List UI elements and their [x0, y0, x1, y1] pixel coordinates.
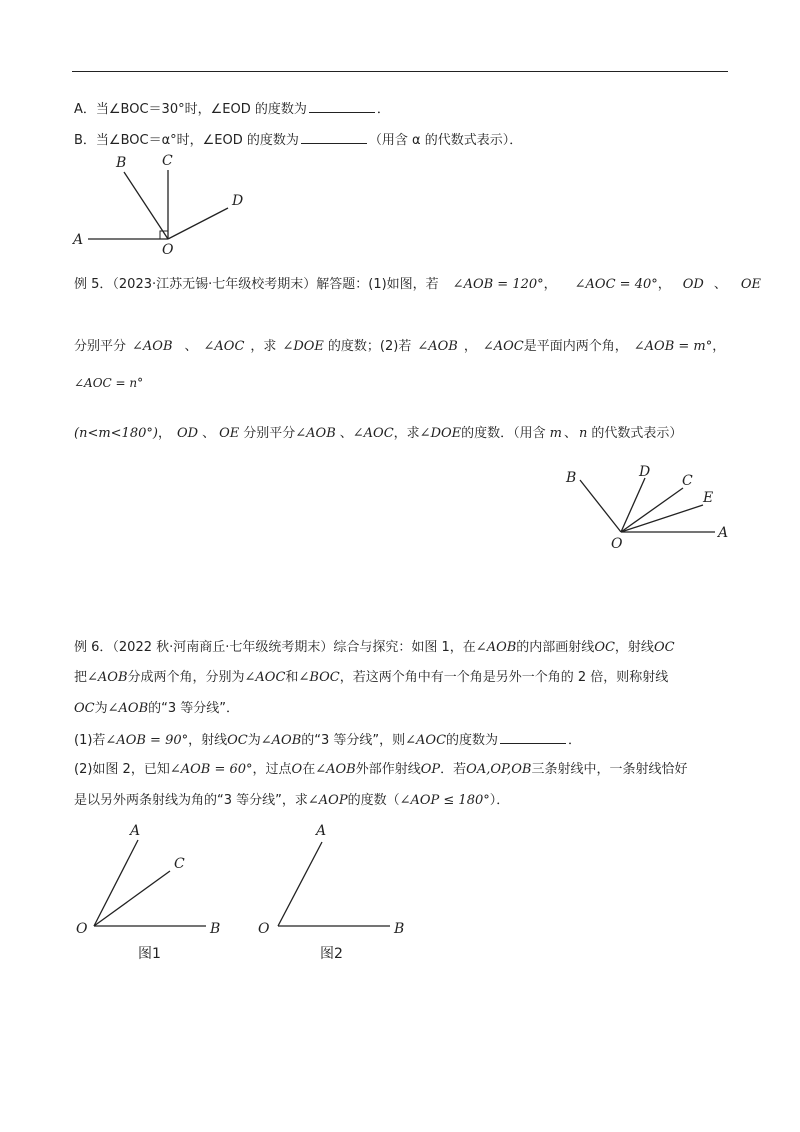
ex6-text-2a: 把 [74, 670, 88, 685]
ex6-text-5a: (2)如图 2，已知 [74, 762, 170, 777]
ex5-math-aoc: ∠AOC = 40° [574, 277, 658, 292]
ex5-sep-1: 、 [713, 277, 727, 292]
ex5-text-2k: 是平面内两个角， [523, 339, 628, 354]
ray-od [168, 208, 228, 239]
label-o: O [162, 242, 174, 258]
ex6-text-2c: 分成两个角，分别为 [127, 670, 245, 685]
ex5-math-2d: ∠AOC [203, 339, 245, 354]
ex6-math-4h: ∠AOC [405, 733, 447, 748]
label-c: C [682, 473, 693, 489]
ex6-text-6c: 的度数（ [347, 793, 400, 808]
ex6-text-4a: (1)若 [74, 733, 106, 748]
ex5-math-range: (n<m<180°) [74, 426, 158, 441]
ex6-line-1 [74, 639, 675, 657]
ex5-math-aoc-n: ∠AOC = n° [74, 376, 144, 390]
ex5-sep-5: 、 [563, 426, 577, 441]
ex5-comma-2: ， [657, 277, 671, 292]
header-rule [72, 71, 728, 72]
ex5-line-3 [74, 374, 143, 392]
ex6-text-3d: 的“3 等分线”． [148, 701, 239, 716]
ex6-line-5 [74, 761, 687, 779]
ex6-text-5c: ，过点 [252, 762, 292, 777]
label-b: B [116, 155, 127, 171]
ex5-comma-4: ， [712, 339, 726, 354]
ray-oe [621, 505, 703, 532]
ex6-text-4c: ，射线 [188, 733, 228, 748]
ex5-text-1a: 例 5．（2023·江苏无锡·七年级校考期末）解答题：(1)如图，若 [74, 277, 439, 292]
ray-oc [94, 871, 170, 926]
part-b-text: B．当∠BOC＝α°时，∠EOD 的度数为 [74, 133, 299, 148]
ex5-math-4i: ∠AOC [352, 426, 394, 441]
figure-2-aob [250, 818, 420, 963]
ex5-math-2l: ∠AOB = m° [633, 339, 713, 354]
ex6-math-1f: OC [653, 640, 675, 655]
label-o: O [76, 921, 88, 937]
ex5-sep-3: 、 [202, 426, 216, 441]
ray-ob [124, 172, 168, 239]
ex5-comma-5: ， [157, 426, 171, 441]
ex6-math-1d: OC [594, 640, 615, 655]
ex6-math-2f: ∠BOC [298, 670, 340, 685]
figure-bisectors [555, 458, 745, 553]
ray-oa [94, 840, 138, 926]
label-d: D [232, 193, 244, 209]
ex5-comma-3: ， [463, 339, 477, 354]
ex6-math-5f: ∠AOB [315, 762, 356, 777]
ex6-text-5i: ．若 [440, 762, 467, 777]
label-o: O [258, 921, 270, 937]
ray-oa [278, 842, 322, 926]
ex5-math-aob: ∠AOB = 120° [452, 277, 544, 292]
ex6-math-3c: ∠AOB [107, 701, 149, 716]
ex5-line-2 [74, 338, 725, 356]
ex5-text-2a: 分别平分 [74, 339, 127, 354]
ex6-text-5e: 在 [302, 762, 316, 777]
ex5-text-2g: 的度数；(2)若 [327, 339, 412, 354]
caption-fig2: 图2 [320, 946, 343, 962]
ex5-text-4f: 分别平分 [243, 426, 296, 441]
ex5-line-1 [74, 276, 761, 294]
ex5-sep-4: 、 [339, 426, 353, 441]
ex5-text-4j: ，求 [393, 426, 420, 441]
label-a: A [130, 823, 141, 839]
part-b-end: （用含 α 的代数式表示）． [368, 133, 523, 148]
ex5-text-4l: 的度数．（用含 [461, 426, 546, 441]
label-o: O [611, 536, 623, 552]
ex6-math-6d: ∠AOP ≤ 180° [399, 793, 490, 808]
label-a: A [718, 525, 729, 541]
ex5-math-od: OD [682, 277, 704, 292]
ex6-text-1c: 的内部画射线 [516, 640, 595, 655]
ex5-math-m: m [549, 426, 562, 441]
ex6-math-4f: ∠AOB [260, 733, 302, 748]
label-b: B [566, 470, 577, 486]
figure-angles-bocd [60, 150, 260, 262]
ex6-text-2e: 和 [285, 670, 299, 685]
ex6-line-2 [74, 669, 668, 687]
ex6-line-4 [74, 731, 581, 750]
ex5-math-od-2: OD [176, 426, 199, 441]
ex6-math-5b: ∠AOB = 60° [169, 762, 253, 777]
figure-1-aob-oc [70, 818, 230, 963]
label-e: E [703, 490, 714, 506]
ex6-text-6a: 是以另外两条射线为角的“3 等分线”，求 [74, 793, 308, 808]
ex5-math-2f: ∠DOE [282, 339, 324, 354]
ex5-text-4p: 的代数式表示） [591, 426, 683, 441]
ex5-math-oe-2: OE [219, 426, 240, 441]
ex6-math-2b: ∠AOB [87, 670, 128, 685]
part-a-question [74, 100, 390, 119]
label-d: D [639, 464, 651, 480]
ex6-text-5k: 三条射线中，一条射线恰好 [531, 762, 688, 777]
ex6-math-4d: OC [227, 733, 248, 748]
ex6-math-5h: OP [420, 762, 441, 777]
ex6-line-3 [74, 700, 239, 718]
ex5-math-2j: ∠AOC [482, 339, 524, 354]
answer-blank-a [309, 100, 375, 113]
ex5-math-n: n [579, 426, 588, 441]
label-c: C [162, 153, 173, 169]
ex6-math-2d: ∠AOC [244, 670, 286, 685]
part-a-end: ． [376, 102, 390, 117]
ex6-math-1b: ∠AOB [475, 640, 517, 655]
label-c: C [174, 856, 185, 872]
caption-fig1: 图1 [138, 946, 161, 962]
ex6-text-6e: ）． [489, 793, 510, 808]
ex5-comma-1: ， [543, 277, 557, 292]
label-a: A [73, 232, 84, 248]
part-a-text: A．当∠BOC＝30°时，∠EOD 的度数为 [74, 102, 307, 117]
ray-ob [580, 480, 621, 532]
ex6-text-4g: 的“3 等分线”，则 [301, 733, 406, 748]
ex5-math-2b: ∠AOB [132, 339, 173, 354]
ex6-math-6b: ∠AOP [307, 793, 348, 808]
part-b-question [74, 131, 522, 150]
ex6-math-5j: OA,OP,OB [466, 762, 532, 777]
ex6-text-3b: 为 [94, 701, 108, 716]
ex5-math-4k: ∠DOE [419, 426, 462, 441]
ex6-text-4i: 的度数为 [446, 733, 499, 748]
answer-blank-ex6 [500, 731, 566, 744]
ex6-text-5g: 外部作射线 [355, 762, 421, 777]
ex5-text-2e: ，求 [250, 339, 277, 354]
ex5-line-4 [74, 425, 682, 443]
ex6-text-4j: ． [568, 733, 582, 748]
ex5-math-2h: ∠AOB [417, 339, 458, 354]
ex5-sep-2: 、 [184, 339, 198, 354]
label-b: B [394, 921, 405, 937]
ex6-text-1a: 例 6．（2022 秋·河南商丘·七年级统考期末）综合与探究：如图 1，在 [74, 640, 476, 655]
answer-blank-b [301, 131, 367, 144]
ex6-math-3a: OC [74, 701, 95, 716]
ex6-text-2g: ，若这两个角中有一个角是另外一个角的 2 倍，则称射线 [339, 670, 669, 685]
ex6-math-4b: ∠AOB = 90° [105, 733, 189, 748]
label-b: B [210, 921, 221, 937]
ex5-math-4g: ∠AOB [295, 426, 336, 441]
ex6-text-4e: 为 [247, 733, 261, 748]
ex5-math-oe: OE [740, 277, 762, 292]
label-a: A [316, 823, 327, 839]
ex6-text-1e: ，射线 [614, 640, 654, 655]
ex6-math-5d: O [291, 762, 303, 777]
ex6-line-6 [74, 792, 509, 810]
